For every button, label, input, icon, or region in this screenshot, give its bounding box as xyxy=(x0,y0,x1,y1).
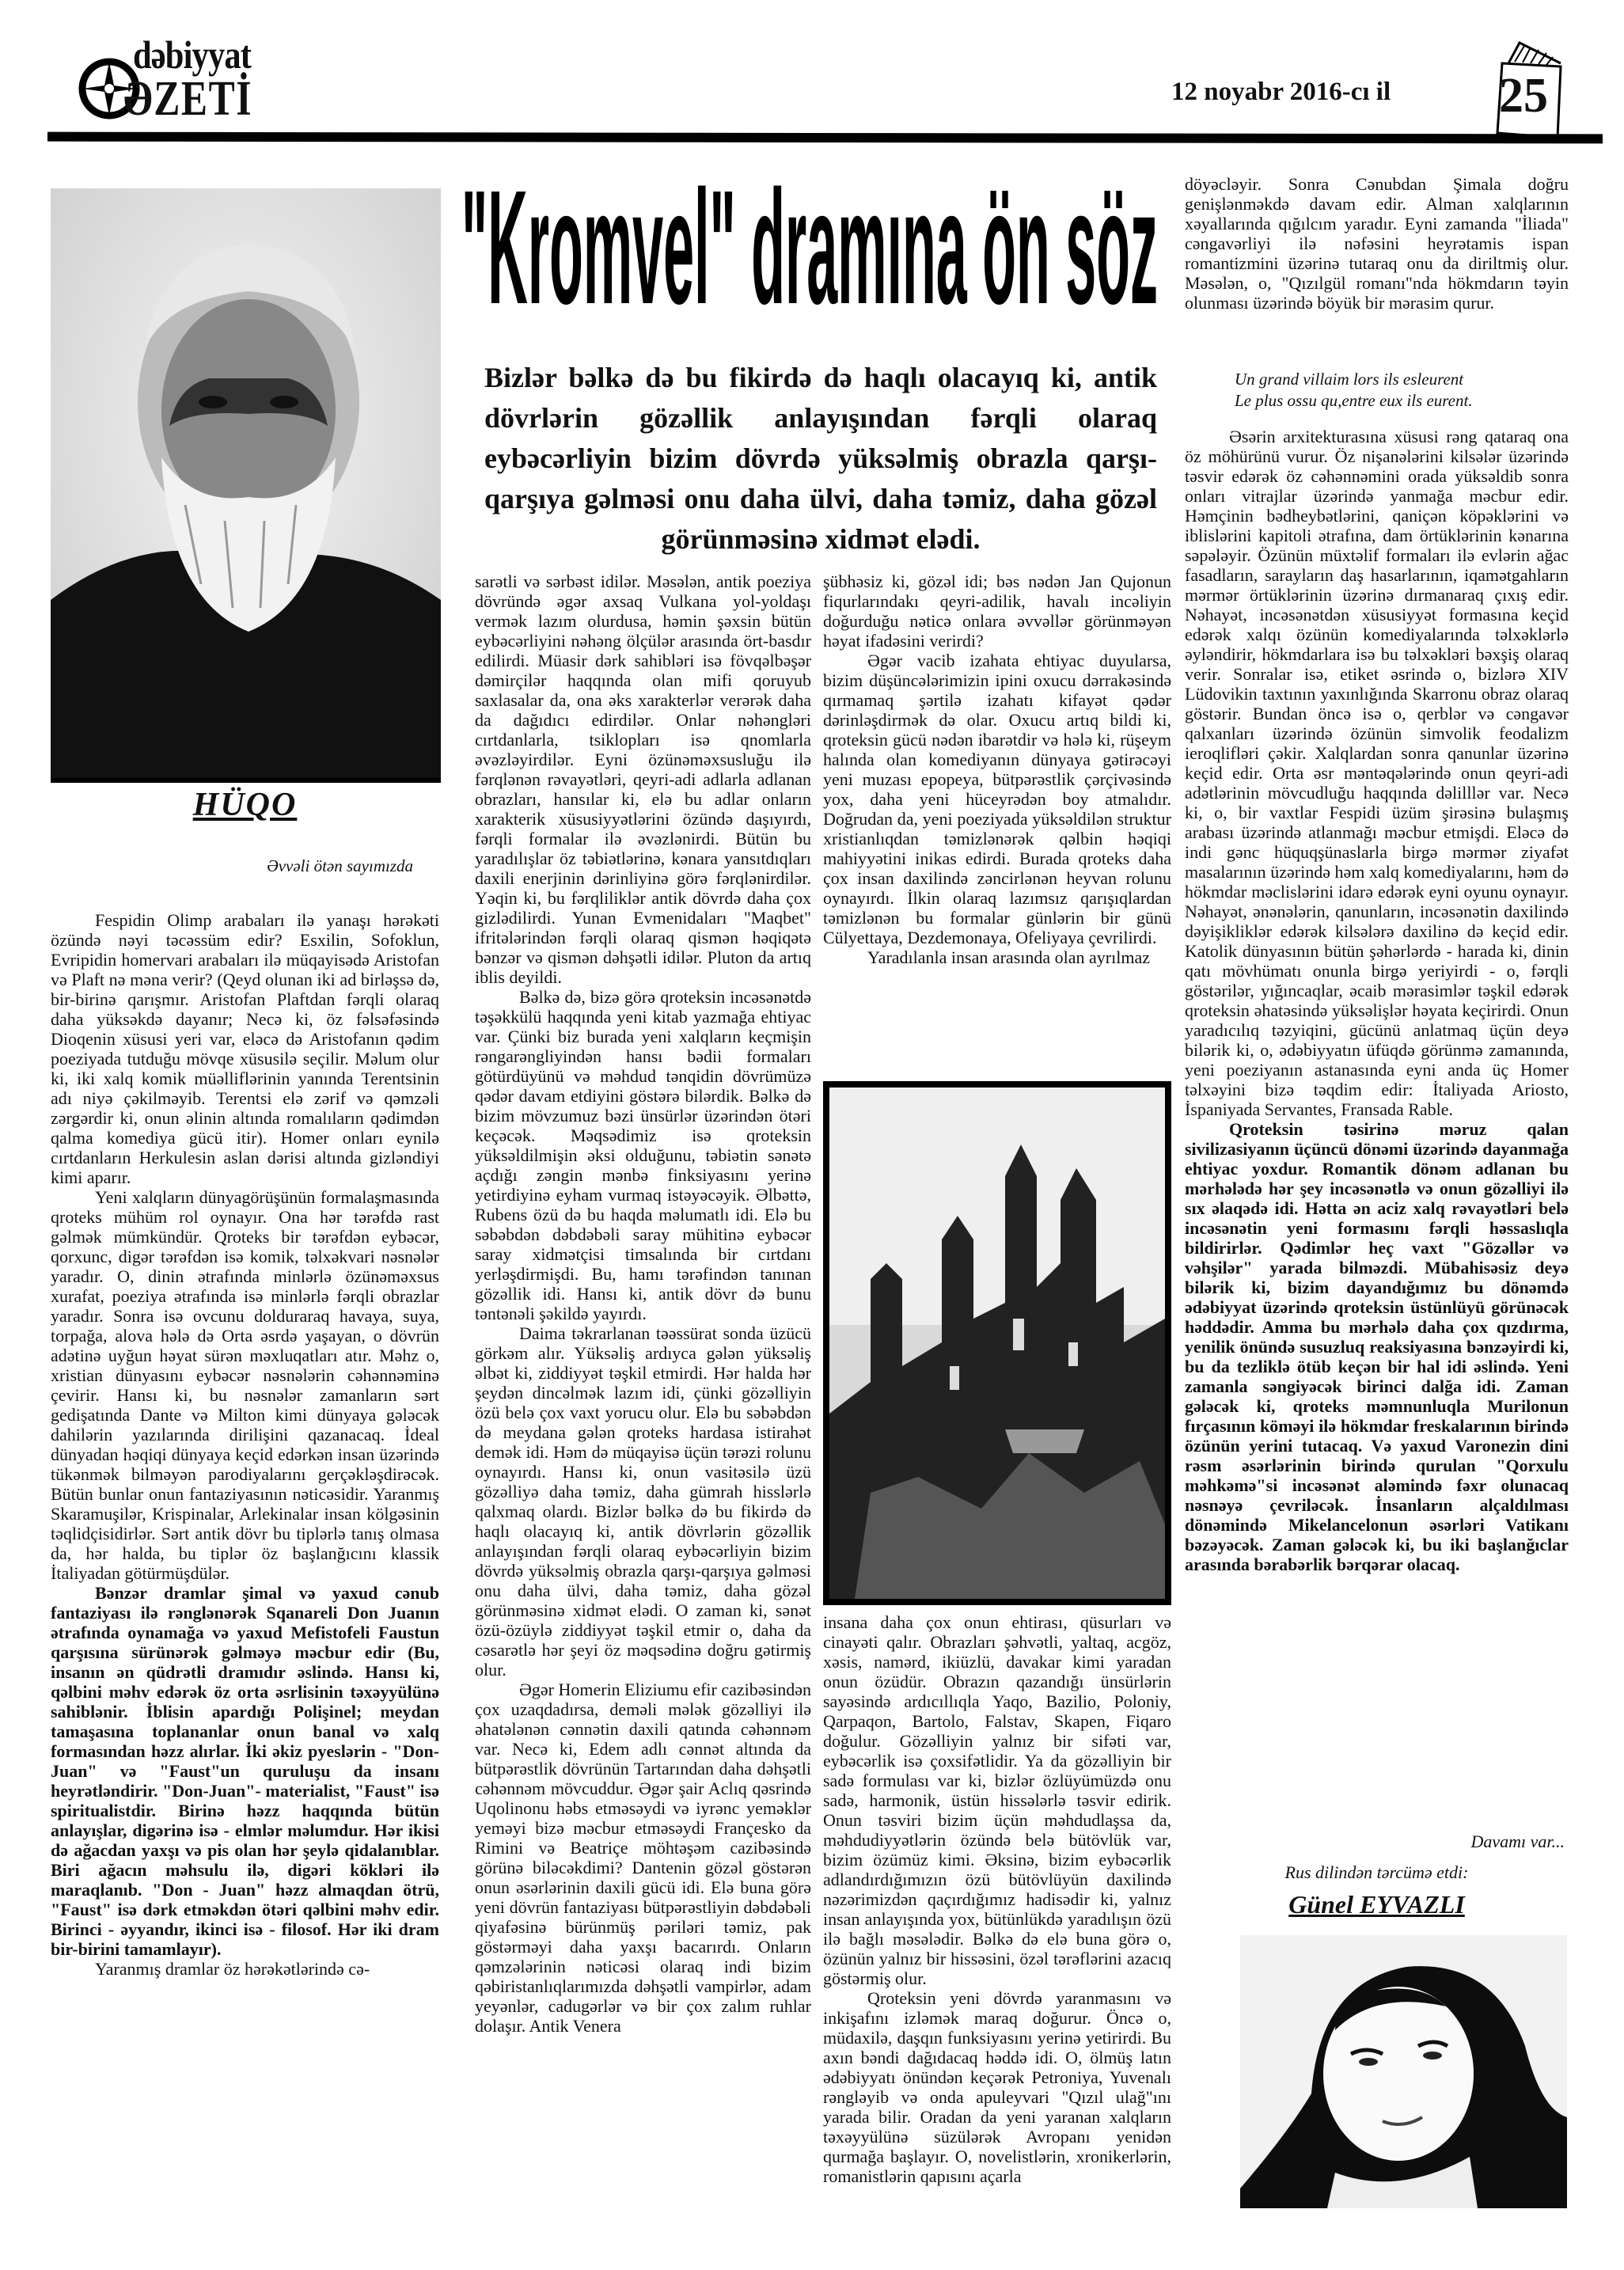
article-title-text: "Kromvel" dramına ön söz xyxy=(461,162,1158,321)
hugo-portrait-photo xyxy=(51,188,441,783)
column-3-bottom xyxy=(823,1612,1171,2186)
logo-line2: ƏZETİ xyxy=(123,72,253,126)
newspaper-logo xyxy=(78,32,331,127)
masthead-rule xyxy=(47,132,1603,144)
translated-by-label: Rus dilindən tərcümə etdi: xyxy=(1284,1862,1469,1882)
column-4-top xyxy=(1185,174,1569,313)
paragraph: Əgər Homerin Eliziumu efir cazibəsindən çox uzaqdadırsa, deməli mələk gözəlliyi ilə əhatələnən cənnətin daxili qatında cəhənnəm var. Necə ki, Edem adlı cənnət altında da bütpərəstlik dövrünün Tartarından daha dəhşətli cəhənnəm mövcuddur. Əgər şair Aclıq qəsrində Uqolinonu həbs etməsəydi və iyrənc yeməklər yeməyi bizə məcbur etməsəydi Françesko da Rimini və Beatriçe möhtəşəm cazibəsində görünə biləcəkdimi? Dantenin gözəl göstərən onun əsərlərinin daxili gücü idi. Elə buna görə yeni dövrün fantaziyası bütpərəstliyin dəbdəbəli qiyafəsinə bürünmüş pəriləri təmiz, pak göstərməyi daha yaxşı bacarırdı. Onların qəmzələrinin nəticəsi olaraq indi bizim qəbiristanlıqlarımızda dəhşətli vampirlər, adam yeyənlər, cadugərlər və bir çox zalım ruhlar dolaşır. Antik Venera xyxy=(475,1680,811,2036)
column-1 xyxy=(51,910,439,1979)
column-3-top xyxy=(823,571,1171,967)
author-caption: HÜQO xyxy=(192,787,298,823)
paragraph: Daima təkrarlanan təəssürat sonda üzücü görkəm alır. Yüksəliş ardıyca gələn yüksəliş əlbət ki, ziddiyyət təşkil etmirdi. Hər halda hər şeydən dincəlmək lazım idi, çünki gözəlliyin özü belə çox vaxt yorucu olur. Elə bu səbəbdən də meydana gələn qroteks hardasa istirahət demək idi. Həm də müqayisə üçün tərəzi rolunu oynayırdı. Hansı ki, onun vasitəsilə üzü gözəlliyə daha təmiz, daha gümrah hisslərlə qalxmaq olardı. Bizlər bəlkə də bu fikirdə də haqlı olacayıq ki, antik dövrlərin gözəllik anlayışından fərqli olaraq eybəcərliyin bizim dövrdə yüksəlmiş obrazla qarşı-qarşıya gəlməsi onu daha ülvi, daha təmiz, daha gözəl görünməsinə xidmət elədi. O zaman ki, sənət özü-özüylə ziddiyyət təşkil etmir o, daha da cəsarətlə hər şeyi öz məqsədinə doğru gətirmiş olur. xyxy=(475,1323,811,1680)
issue-date: 12 noyabr 2016-cı il xyxy=(1171,78,1391,106)
verse-line: Le plus ossu qu,entre eux ils eurent. xyxy=(1235,391,1473,410)
column-4-bottom xyxy=(1185,427,1569,1574)
verse-line: Un grand villaim lors ils esleurent xyxy=(1235,370,1464,389)
paragraph: Yeni xalqların dünyagörüşünün formalaşmasında qroteks mühüm rol oynayır. Ona hər tərəfdə rast gəlmək mümkündür. Qroteks bir tərəfdən eybəcər, qorxunc, digər tərəfdən isə komik, təlxəkvari nəsnələr yaradır. O, dinin ətrafında minlərlə özünəməxsus xurafat, poeziya ətrafında isə minlərlə fərqli obrazlar yaradır. Sonra isə ovcunu dolduraraq havaya, suya, torpağa, alova hələ də Orta əsrdə yaşayan, o dövrün adətinə uyğun həyat sürən məxluqatları atır. Məhz o, xristian dünyasını eybəcər nəsnələrin cəhənnəminə çevirir. Hansı ki, bu nəsnələr zamanların sərt gedişatında Dante və Milton kimi dünyaya gələcək dahilərin yazılarında dirilişini qazanacaq. İdeal dünyadan həqiqi dünyaya keçid edərkən insan üzərində tükənmək bilməyən parodiyalarını gerçəkləşdirəcək. Bütün bunlar onun fantaziyasının nəticəsidir. Yaranmış Skaramuşilər, Krispinalar, Arlekinalar insan kölgəsinin təqlidçisidirlər. Sərt antik dövr bu tiplərlə tanış olmasa da, hər halda, bu tiplər öz başlanğıcını klassik İtaliyadan götürmüşdülər. xyxy=(51,1187,439,1583)
gothic-castle-illustration xyxy=(823,1081,1171,1605)
paragraph: Əgər vacib izahata ehtiyac duyularsa, bizim düşüncələrimizin ipini oxucu dərrakəsində qırmamaq şərtilə izahatı kifayət qədər dərinləşdirmək də olar. Oxucu artıq bildi ki, qroteksin gücü nədən ibarətdir və hələ ki, rüşeym halında olan komediyanın dünyaya gətirəcəyi yeni muzası epopeya, bütpərəstlik çərçivəsində yox, daha yeni hüceyrədən boy atmalıdır. Doğrudan da, yeni poeziyada yüksəldilən struktur xristianlıqdan təmizlənərək qəlbin həqiqi mahiyyətini inikas edirdi. Burada qroteks daha çox insan daxilində zəncirlənən heyvan rolunu oynayırdı. İlkin olaraq lazımsız qarışıqlardan təmizlənən bu formalar günlərin bir günü Cülyettaya, Dezdemonaya, Ofeliyaya çevrilirdi. xyxy=(823,651,1171,947)
paragraph: Yaranmış dramlar öz hərəkətlərində cə- xyxy=(95,1959,370,1979)
paragraph: insana daha çox onun ehtirası, qüsurları və cinayəti qalır. Obrazları şəhvətli, yaltaq, acgöz, xəsis, namərd, ikiüzlü, davakar kimi yaradan onun özüdür. Obrazın qazandığı ünsürlərin sayəsində ardıcıllıqla Yaqo, Bazilio, Poloniy, Qarpaqon, Bartolo, Falstav, Skapen, Fiqaro doğulur. Gözəlliyin yalnız bir sifəti var, eybəcərlik isə çoxsifətlidir. Ya da gözəlliyin bir sadə formulası var ki, bizlər özlüyümüzdə onu sadə, harmonik, üstün hissələrlə təsvir edirik. Onun təsviri bizim üçün məhdudlaşsa da, məhdudiyyətlərin özündə belə bütövlük var, bizim özümüz kimi. Əksinə, bizim eybəcərlik adlandırdığımızın özü bütövlüyün daxilində nəzərimizdən qaçırdığımız hadisədir ki, yalnız insan anlayışında yox, bütünlükdə yaradılışın özü ilə bağlı məsələdir. Bəlkə də elə buna görə o, özünün yalnız bir hissəsini, özəl tərəflərini azacıq göstərmiş olur. xyxy=(823,1612,1171,1988)
translator-name: Günel EYVAZLI xyxy=(1288,1890,1465,1919)
translator-photo xyxy=(1240,1935,1567,2208)
paragraph: şübhəsiz ki, gözəl idi; bəs nədən Jan Qujonun fiqurlarındakı qeyri-adilik, havalı incəliyin doğurduğu nəticə onlara əvvəllər görünməyən həyat ifadəsini verirdi? xyxy=(823,571,1171,651)
paragraph: Əsərin arxitekturasına xüsusi rəng qataraq ona öz möhürünü vurur. Öz nişanələrini kilsələr üzərində təsvir edərək öz cəhənnəmini orada yüksəldib sonra onları vitrajlar üzərində yanmağa məcbur edir. Həmçinin bədheybətlərini, qaniçən köpəklərini və iblislərini kapitoli ətrafına, dam örtüklərinin kənarına səpələyir. Özünün müxtəlif formaları ilə evlərin ağac fasadların, sarayların daş hasarlarının, iqamətgahların mərmər örtüklərinin üzərinə dırmanaraq çıxış edir. Nəhayət, incəsənətdən xüsusiyyət formasına keçid edərək xalqı özünün komediyalarında təlxəklərlə əyləndirir, hökmdarlara isə bu təlxəkləri bəxşiş olaraq verir. Sonralar isə, etiket əsrində o, bizlərə XIV Lüdovikin taxtının yaxınlığında Skarronu obraz olaraq göstərir. Bundan öncə isə o, qerblər və cəngavər qalxanları üzərində özünün simvolik feodalizm ieroqlifləri çəkir. Xalqlardan sonra qanunlar üzərinə keçid edir. Orta əsr məntəqələrində onun qeyri-adi adətlərinin mövcudluğu haqqında dəlilllər var. Necə ki, o, bir vaxtlar Fespidi üzüm şirəsinə bulaşmış arabası üzərində atlanmağı məcbur etmişdi. Eləcə də indi gənc hüquqşünaslarla birgə mərmər ziyafət masalarının üzərində həm xalq komediyalarını, həm də hökmdar məclislərini idarə edərək eyni oyunu oynayır. Nəhayət, ənənələrin, qanunların, incəsənətin daxilində dəyişikliklər edərək kilsələrə daxilinə də keçid edir. Katolik dünyasının bütün şəhərlərdə - harada ki, dinin qatı mövhümatı onunla birgə yeriyirdi - o, fərqli göstərilər, yığıncaqlar, əcaib mərasimlər təşkil edərək qroteksin əhatəsində yüksəlişlər həyata keçirirdi. Onun yaradıcılıq təzyiqini, gücünü anlatmaq üçün deyə bilərik ki, o, ədəbiyyatın üfüqdə görünmə zamanında, yeni poeziyanın astanasında eyni anda üç Homer təlxəyini bizə təqdim edir: İtaliyada Ariosto, İspaniyada Servantes, Fransada Rable. xyxy=(1185,427,1569,1119)
paragraph: döyəcləyir. Sonra Cənubdan Şimala doğru genişlənməkdə davam edir. Alman xalqlarının xəyallarında qığılcım yaradır. Eyni zamanda "İliada" cəngavərliyi ilə nəfəsini heyrətamis ispan romantizmini üzərinə tutaraq onu da diriltmiş olur. Məsələn, o, "Qızılgül romanı"nda hökmdarın təyin olunması üzərində böyük bir mərasim qurur. xyxy=(1185,174,1569,313)
paragraph: sarətli və sərbəst idilər. Məsələn, antik poeziya dövründə əgər axsaq Vulkana yol-yoldaşı vermək lazım olurdusa, həmin şəxsin bütün eybəcərliyini nəhəng ölçülər arasında ört-basdır edilirdi. Müasir dərk sahibləri isə fövqəlbəşər dəmirçilər haqqında olan mifi qoruyub saxlasalar da, ona əks xarakterlər verərək daha da dağıdıcı edirdilər. Onlar nəhəngləri cırtdanlarla, tsiklopları isə qnomlarla əvəzləyirdilər. Eyni özünəməxsusluğu ilə fərqlənən rəvayətləri, qeyri-adi adlarla adlanan obrazları, hansılar ki, elə bu adlar onların xarakterik xüsusiyyətlərini özündə daşıyırdı, fərqli formalar ilə əvəzlənirdi. Bütün bu yaradılışlar öz təbiətlərinə, kənara yansıtdıqları daxili enerjinin dərinliyinə görə fərqlənirdilər. Yəqin ki, bu fərqliliklər antik dövrdə daha çox gizlədilirdi. Yunan Evmenidaları "Maqbet" ifritələrindən fərqli olaraq qismən həqiqətə bənzər və qismən dəhşətli idilər. Pluton da artıq iblis deyildi. xyxy=(475,571,811,987)
page-number: 25 xyxy=(1499,69,1548,123)
continued-from-note: Əvvəli ötən sayımızda xyxy=(267,856,413,875)
paragraph: Qroteksin yeni dövrdə yaranmasını və inkişafını izləmək maraq doğurur. Öncə o, müdaxilə, daşqın funksiyasını yerinə yetirirdi. Bu axın bəndi dağıdacaq həddə idi. O, ölmüş latın ədəbiyyatı önündən keçərək Petroniya, Yuvenalı rəngləyib və onda apuleyvari "Qızıl ulağ"ını yarada bilir. Oradan da yeni yaranan xalqların təxəyyülünə süzülərək Avropanı yenidən qurmağa başlayır. O, novelistlərin, xronikerlərin, romanistlərin qapısını açarla xyxy=(823,1988,1171,2186)
paragraph: Yaradılanla insan arasında olan ayrılmaz xyxy=(867,947,1150,967)
column-2 xyxy=(475,571,811,2036)
paragraph: Bənzər dramlar şimal və yaxud cənub fantaziyası ilə rənglənərək Sqanareli Don Juanın ətrafında oynamağa və yaxud Mefistofeli Faustun qarşısına sürünərək gəlməyə məcbur edir (Bu, insanın ən qüdrətli dramıdır əslində. Hansı ki, qəlbini məhv edərək öz orta əsrlisinin təxəyyülünə sahiblənir. İblisin apardığı Polişinel; meydan tamaşasına toplananlar onun banal və xalq formasından həzz alırlar. İki əkiz pyeslərin - "Don-Juan" və "Faust"un quruluşu da insanı heyrətləndirir. "Don-Juan"- materialist, "Faust" isə spiritualistdir. Birinə həzz haqqında bütün anlayışlar, digərinə isə - elmlər məlumdur. Hər ikisi də ağacdan yaxşı və pis olan hər şeylə qidalanıblar. Biri ağacın məhsulu ilə, digəri kökləri ilə maraqlanıb. "Don - Juan" həzz almaqdan ötrü, "Faust" isə dərk etməkdən ötəri qəlbini məhv edir. Birinci - əyyandır, ikinci isə - filosof. Hər iki dram bir-birini tamamlayır). xyxy=(51,1583,439,1959)
to-be-continued-note: Davamı var... xyxy=(1470,1832,1565,1851)
page-number-box xyxy=(1488,40,1575,141)
french-verse-quote xyxy=(1235,369,1567,412)
article-lead: Bizlər bəlkə də bu fikirdə də haqlı olacayıq ki, antik dövrlərin gözəllik anlayışından fərqli olaraq eybəcərliyin bizim dövrdə yüksəlmiş obrazla qarşı-qarşıya gəlməsi onu daha ülvi, daha təmiz, daha gözəl görünməsinə xidmət elədi. xyxy=(484,362,1157,555)
article-title xyxy=(455,162,1167,321)
paragraph: Qroteksin təsirinə məruz qalan sivilizasiyanın üçüncü dönəmi üzərində dayanmağa ehtiyac yoxdur. Romantik dönəm adlanan bu mərhələdə hər şey incəsənətlə və onun gözəlliyi ilə sıx əlaqədə idi. Hətta ən aciz xalq rəvayətləri belə incəsənətin yeni formasını fərqli həssaslıqla bildirirlər. Qədimlər heç vaxt "Gözəllər və vəhşilər" yarada bilməzdi. Mübahisəsiz deyə bilərik ki, bizim dayandığımız bu dönəmdə ədəbiyyat üzərində qroteksin üstünlüyü görünəcək həddədir. Amma bu mərhələ daha çox qızdırma, yenilik önündə susuzluq reaksiyasına bənzəyirdi ki, bu da tezliklə ötüb keçən bir hal idi əslində. Yeni zamanla səngiyəcək birinci dalğa idi. Zaman gələcək ki, qroteks məmnunluqla Murilonun fırçasının köməyi ilə hökmdar freskalarının birində özünün yerini tutacaq. Və yaxud Varonezin dini rəsm əsərlərinin birində qurulan "Qorxulu məhkəmə"si incəsənət aləmində fəxr olunacaq nəsnəyə çevriləcək. İnsanların alçaldılması dönəmində Mikelancelonun əsərləri Vatikanı bəzəyəcək. Zaman gələcək ki, bu iki başlanğıclar arasında bərabərlik bərqərar olacaq. xyxy=(1185,1119,1569,1574)
paragraph: Bəlkə də, bizə görə qroteksin incəsənətdə təşəkkülü haqqında yeni kitab yazmağa ehtiyac var. Çünki biz burada yeni xalqların keçmişin rəngarəngliyindən hansı bədii formaları götürdüyünü və məhdud tənqidin dövrümüzə qədər davam etdiyini göstərə bilərdik. Bəlkə də bizim mövzumuz bəzi ünsürlər üzərindən ötəri keçəcək. Məqsədimiz isə qroteksin yüksəldilmişin əksi olduğunu, təbiətin sənətə açdığı zəngin mənbə finksiyasını yerinə yetirdiyinə eyham vurmaq istəyəcəyik. Əlbəttə, Rubens özü də bu haqda məlumatlı idi. Elə bu səbəbdən dəbdəbəli saray mühitinə eybəcər saray xidmətçisi timsalında bir cırtdanı yerləşdirmişdi. Bu, hamı tərəfindən tanınan gözəllik idi. Hansı ki, antik dövr də bunu təntənəli şəkildə yayırdı. xyxy=(475,987,811,1323)
paragraph: Fespidin Olimp arabaları ilə yanaşı hərəkəti özündə nəyi təcəssüm edir? Esxilin, Sofoklun, Evripidin homervari arabaları ilə müqayisədə Aristofan və Plaft nə məna verir? (Qeyd olunan iki ad birləşsə də, bir-birinə qarışmır. Aristofan Plaftdan fərqli olaraq daha yüksəkdə dayanır; Necə ki, öz fəlsəfəsində Dioqenin xüsusi yeri var, eləcə də Aristofanın qədim poeziyada tutduğu mövqe xüsusilə seçilir. Məlum olur ki, iki xalq komik müəlliflərinin yanında Terentsinin adı niyə çəkilməyib. Terentsi elə zərif və qəmzəli zərgərdir ki, onun əlinin altında romalıların qədimdən qalma komediya gücü itir). Homer onları eynilə cırtdanların Herkulesin aslan dərisi altında gizləndiyi kimi aparır. xyxy=(51,910,439,1187)
logo-line1: dəbiyyat xyxy=(133,32,252,77)
